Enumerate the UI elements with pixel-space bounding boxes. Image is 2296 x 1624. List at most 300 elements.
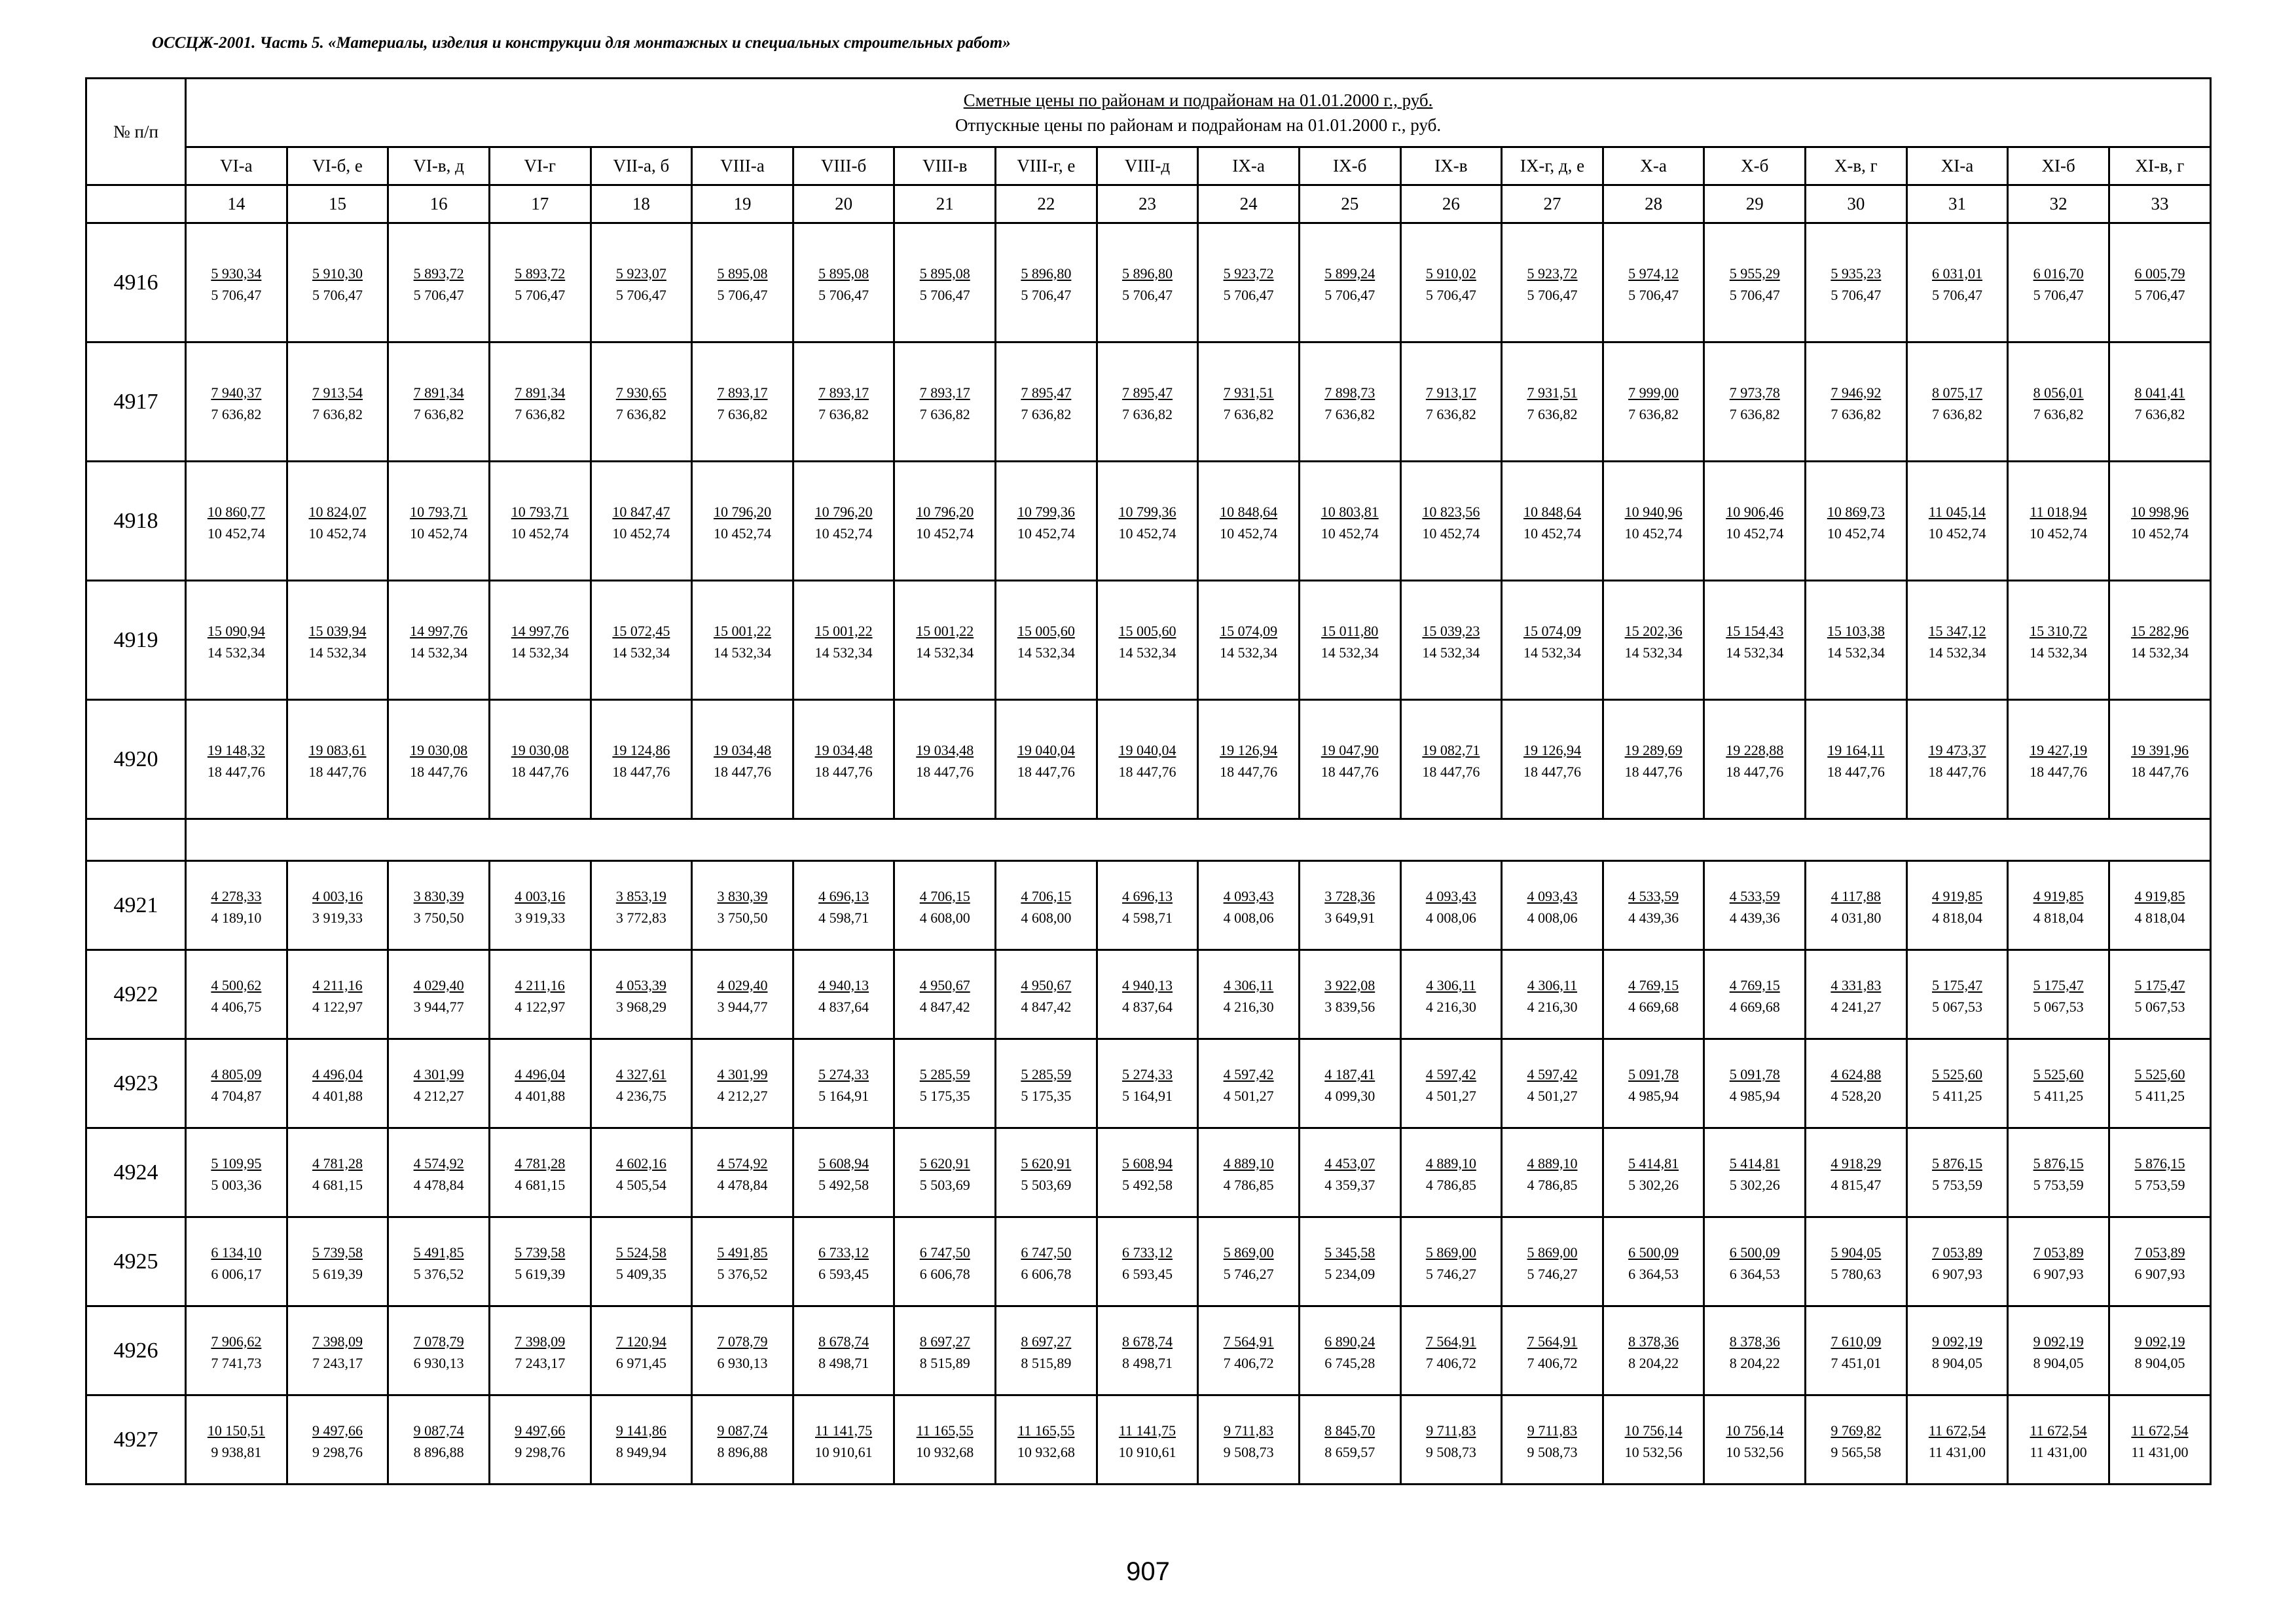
price-cell [1704, 1306, 1806, 1395]
estimated-price: 15 001,22 [713, 622, 771, 639]
estimated-price: 4 533,59 [1729, 887, 1780, 904]
wholesale-price: 8 204,22 [1729, 1354, 1780, 1371]
estimated-price: 11 045,14 [1928, 503, 1986, 520]
estimated-price: 3 830,39 [413, 887, 464, 904]
estimated-price: 15 001,22 [916, 622, 974, 639]
estimated-price: 10 848,64 [1523, 503, 1581, 520]
wholesale-price: 4 837,64 [1121, 998, 1173, 1015]
estimated-price: 4 331,83 [1831, 976, 1882, 993]
estimated-price: 5 930,34 [211, 265, 262, 282]
wholesale-price: 4 837,64 [818, 998, 869, 1015]
estimated-price: 15 310,72 [2030, 622, 2088, 639]
estimated-price: 6 016,70 [2033, 265, 2084, 282]
estimated-price: 7 053,89 [2033, 1244, 2084, 1261]
price-cell [894, 1395, 996, 1485]
wholesale-price: 4 216,30 [1527, 998, 1578, 1015]
estimated-price: 7 891,34 [413, 384, 464, 401]
column-number: 14 [186, 185, 287, 223]
estimated-price: 4 696,13 [818, 887, 869, 904]
estimated-price: 4 919,85 [2033, 887, 2084, 904]
wholesale-price: 18 447,76 [1624, 763, 1683, 780]
wholesale-price: 7 636,82 [1628, 405, 1679, 422]
estimated-price: 8 378,36 [1729, 1333, 1780, 1350]
estimated-price: 3 830,39 [717, 887, 768, 904]
estimated-price: 19 040,04 [1118, 741, 1176, 758]
estimated-price: 6 031,01 [1931, 265, 1982, 282]
price-cell [1097, 950, 1198, 1039]
wholesale-price: 8 896,88 [717, 1443, 768, 1460]
price-cell [1704, 950, 1806, 1039]
wholesale-price: 8 515,89 [919, 1354, 970, 1371]
price-cell [2109, 581, 2210, 700]
estimated-price: 15 072,45 [612, 622, 670, 639]
price-cell [1603, 1217, 1704, 1306]
price-cell [1198, 223, 1300, 342]
estimated-price: 6 733,12 [818, 1244, 869, 1261]
price-cell [1299, 1395, 1400, 1485]
price-cell [1704, 1217, 1806, 1306]
price-cell [2008, 1128, 2109, 1217]
estimated-price: 4 919,85 [2134, 887, 2185, 904]
price-cell [287, 1039, 388, 1128]
wholesale-price: 10 910,61 [814, 1443, 873, 1460]
wholesale-price: 10 452,74 [1118, 525, 1176, 542]
wholesale-price: 4 478,84 [717, 1176, 768, 1193]
estimated-price: 9 497,66 [515, 1422, 566, 1439]
price-cell [1603, 700, 1704, 819]
price-cell [793, 861, 894, 950]
estimated-price: 7 053,89 [1931, 1244, 1982, 1261]
separator-cell [86, 819, 186, 861]
estimated-price: 8 075,17 [1931, 384, 1982, 401]
wholesale-price: 6 907,93 [2033, 1265, 2084, 1282]
wholesale-price: 14 532,34 [511, 644, 569, 661]
estimated-price: 7 999,00 [1628, 384, 1679, 401]
number-column-header: № п/п [86, 79, 186, 185]
wholesale-price: 5 706,47 [515, 286, 566, 303]
price-cell [591, 342, 692, 462]
region-header: IX-в [1400, 147, 1502, 185]
price-cell [1502, 1395, 1603, 1485]
wholesale-price: 7 636,82 [1324, 405, 1376, 422]
price-cell [2109, 700, 2210, 819]
estimated-price: 8 056,01 [2033, 384, 2084, 401]
price-cell [388, 342, 490, 462]
price-cell [692, 950, 793, 1039]
estimated-price: 5 525,60 [2033, 1065, 2084, 1082]
price-cell [1097, 700, 1198, 819]
wholesale-price: 14 532,34 [308, 644, 367, 661]
price-cell [2008, 223, 2109, 342]
estimated-price: 3 853,19 [615, 887, 666, 904]
wholesale-price: 5 175,35 [919, 1087, 970, 1104]
wholesale-price: 4 598,71 [1121, 909, 1173, 926]
estimated-price: 6 005,79 [2134, 265, 2185, 282]
wholesale-price: 14 532,34 [1726, 644, 1784, 661]
estimated-price: 4 003,16 [312, 887, 363, 904]
price-cell [1906, 950, 2008, 1039]
price-cell [1400, 1306, 1502, 1395]
estimated-price: 4 781,28 [515, 1154, 566, 1172]
wholesale-price: 14 532,34 [207, 644, 265, 661]
estimated-price: 19 391,96 [2130, 741, 2189, 758]
estimated-price: 5 175,47 [1931, 976, 1982, 993]
price-cell [489, 462, 591, 581]
wholesale-price: 10 452,74 [1422, 525, 1480, 542]
wholesale-price: 10 452,74 [713, 525, 771, 542]
price-cell [692, 342, 793, 462]
price-cell [1704, 1039, 1806, 1128]
estimated-price: 4 500,62 [211, 976, 262, 993]
wholesale-price: 10 532,56 [1726, 1443, 1784, 1460]
page-number: 907 [1126, 1557, 1170, 1586]
wholesale-price: 4 505,54 [615, 1176, 666, 1193]
wholesale-price: 4 669,68 [1628, 998, 1679, 1015]
estimated-price: 15 202,36 [1624, 622, 1683, 639]
wholesale-price: 18 447,76 [207, 763, 265, 780]
wholesale-price: 14 532,34 [410, 644, 468, 661]
estimated-price: 5 091,78 [1628, 1065, 1679, 1082]
wholesale-price: 5 753,59 [2033, 1176, 2084, 1193]
estimated-price: 19 034,48 [814, 741, 873, 758]
estimated-price: 5 893,72 [413, 265, 464, 282]
price-cell [489, 1128, 591, 1217]
estimated-price: 7 940,37 [211, 384, 262, 401]
wholesale-price: 6 907,93 [2134, 1265, 2185, 1282]
estimated-price: 4 781,28 [312, 1154, 363, 1172]
estimated-price: 9 092,19 [2134, 1333, 2185, 1350]
estimated-price: 5 923,07 [615, 265, 666, 282]
price-cell [1502, 1217, 1603, 1306]
wholesale-price: 10 452,74 [1827, 525, 1885, 542]
estimated-price: 5 899,24 [1324, 265, 1376, 282]
column-number: 23 [1097, 185, 1198, 223]
estimated-price: 7 898,73 [1324, 384, 1376, 401]
price-cell [388, 1217, 490, 1306]
estimated-price: 5 175,47 [2033, 976, 2084, 993]
wholesale-price: 11 431,00 [2131, 1443, 2189, 1460]
price-cell [894, 1217, 996, 1306]
wholesale-price: 14 532,34 [1422, 644, 1480, 661]
wholesale-price: 5 706,47 [1425, 286, 1476, 303]
price-cell [1906, 1395, 2008, 1485]
wholesale-price: 5 780,63 [1831, 1265, 1882, 1282]
price-cell [2008, 581, 2109, 700]
price-cell [1400, 1395, 1502, 1485]
price-cell [186, 700, 287, 819]
wholesale-price: 18 447,76 [1827, 763, 1885, 780]
price-cell [591, 223, 692, 342]
estimated-price: 5 274,33 [1121, 1065, 1173, 1082]
estimated-price: 4 301,99 [717, 1065, 768, 1082]
estimated-price: 7 398,09 [515, 1333, 566, 1350]
price-cell [489, 1306, 591, 1395]
price-cell [1198, 581, 1300, 700]
price-cell [1400, 1128, 1502, 1217]
estimated-price: 10 940,96 [1624, 503, 1683, 520]
estimated-price: 4 940,13 [1121, 976, 1173, 993]
estimated-price: 9 092,19 [2033, 1333, 2084, 1350]
estimated-price: 7 906,62 [211, 1333, 262, 1350]
price-cell [1299, 700, 1400, 819]
estimated-price: 4 306,11 [1224, 976, 1274, 993]
price-cell [894, 462, 996, 581]
price-cell [2008, 950, 2109, 1039]
estimated-price: 4 950,67 [919, 976, 970, 993]
wholesale-price: 5 706,47 [1121, 286, 1173, 303]
wholesale-price: 18 447,76 [511, 763, 569, 780]
wholesale-price: 3 919,33 [515, 909, 566, 926]
wholesale-price: 7 636,82 [818, 405, 869, 422]
price-cell [1906, 1039, 2008, 1128]
estimated-price: 10 793,71 [410, 503, 468, 520]
price-cell [692, 223, 793, 342]
table-row [86, 861, 2211, 950]
table-row [86, 1395, 2211, 1485]
price-cell [692, 462, 793, 581]
wholesale-price: 4 847,42 [1021, 998, 1072, 1015]
table-row [86, 1306, 2211, 1395]
wholesale-price: 5 746,27 [1223, 1265, 1274, 1282]
wholesale-price: 5 706,47 [1223, 286, 1274, 303]
wholesale-price: 8 904,05 [2134, 1354, 2185, 1371]
column-number: 33 [2109, 185, 2210, 223]
price-cell [186, 1039, 287, 1128]
wholesale-price: 4 704,87 [211, 1087, 262, 1104]
estimated-price: 7 564,91 [1425, 1333, 1476, 1350]
price-cell [1603, 581, 1704, 700]
wholesale-price: 4 401,88 [312, 1087, 363, 1104]
wholesale-price: 10 452,74 [511, 525, 569, 542]
price-cell [287, 462, 388, 581]
table-head [86, 79, 2211, 223]
price-cell [1198, 342, 1300, 462]
price-cell [1299, 342, 1400, 462]
item-code: 4922 [86, 950, 186, 1039]
price-cell [996, 861, 1097, 950]
price-cell [388, 581, 490, 700]
price-cell [1704, 861, 1806, 950]
price-cell [489, 700, 591, 819]
estimated-price: 8 378,36 [1628, 1333, 1679, 1350]
price-cell [2109, 1395, 2210, 1485]
estimated-price: 15 074,09 [1523, 622, 1581, 639]
wholesale-price: 6 593,45 [1121, 1265, 1173, 1282]
price-cell [591, 1039, 692, 1128]
estimated-price: 10 796,20 [814, 503, 873, 520]
price-cell [894, 223, 996, 342]
estimated-price: 15 282,96 [2130, 622, 2189, 639]
estimated-price: 10 756,14 [1624, 1422, 1683, 1439]
estimated-price: 19 164,11 [1827, 741, 1885, 758]
price-cell [2008, 861, 2109, 950]
estimated-price: 9 497,66 [312, 1422, 363, 1439]
estimated-price: 4 306,11 [1426, 976, 1476, 993]
price-cell [1603, 462, 1704, 581]
price-cell [186, 1306, 287, 1395]
estimated-price: 5 345,58 [1324, 1244, 1376, 1261]
estimated-price: 4 602,16 [615, 1154, 666, 1172]
price-cell [793, 342, 894, 462]
price-cell [1400, 581, 1502, 700]
wholesale-price: 5 175,35 [1021, 1087, 1072, 1104]
wholesale-price: 10 452,74 [1220, 525, 1278, 542]
wholesale-price: 5 619,39 [515, 1265, 566, 1282]
estimated-price: 10 150,51 [207, 1422, 265, 1439]
wholesale-price: 4 818,04 [2134, 909, 2185, 926]
region-header: X-б [1704, 147, 1806, 185]
wholesale-price: 4 401,88 [515, 1087, 566, 1104]
wholesale-price: 5 067,53 [2033, 998, 2084, 1015]
wholesale-price: 7 406,72 [1425, 1354, 1476, 1371]
price-cell [1097, 1128, 1198, 1217]
price-cell [1400, 342, 1502, 462]
wholesale-price: 5 706,47 [1324, 286, 1376, 303]
price-cell [287, 861, 388, 950]
estimated-price: 5 910,02 [1425, 265, 1476, 282]
price-cell [1603, 1395, 1704, 1485]
wholesale-price: 6 364,53 [1729, 1265, 1780, 1282]
estimated-price: 3 728,36 [1324, 887, 1376, 904]
wholesale-price: 4 359,37 [1324, 1176, 1376, 1193]
estimated-price: 8 697,27 [919, 1333, 970, 1350]
wholesale-price: 5 411,25 [1932, 1087, 1982, 1104]
price-cell [1806, 700, 1907, 819]
wholesale-price: 7 636,82 [2033, 405, 2084, 422]
estimated-price: 10 796,20 [916, 503, 974, 520]
price-cell [2008, 1217, 2109, 1306]
price-cell [1198, 700, 1300, 819]
price-cell [2109, 342, 2210, 462]
table-title-estimated: Сметные цены по районам и подрайонам на 01.01.2000 г., руб. [963, 90, 1433, 110]
price-cell [996, 342, 1097, 462]
column-number: 22 [996, 185, 1097, 223]
item-code: 4917 [86, 342, 186, 462]
wholesale-price: 6 971,45 [615, 1354, 666, 1371]
price-cell [1603, 861, 1704, 950]
estimated-price: 11 672,54 [2030, 1422, 2087, 1439]
wholesale-price: 3 968,29 [615, 998, 666, 1015]
estimated-price: 3 922,08 [1324, 976, 1376, 993]
wholesale-price: 5 753,59 [1931, 1176, 1982, 1193]
wholesale-price: 14 532,34 [1321, 644, 1379, 661]
wholesale-price: 5 619,39 [312, 1265, 363, 1282]
estimated-price: 9 092,19 [1931, 1333, 1982, 1350]
wholesale-price: 10 452,74 [1321, 525, 1379, 542]
estimated-price: 11 141,75 [815, 1422, 873, 1439]
estimated-price: 5 109,95 [211, 1154, 262, 1172]
wholesale-price: 8 896,88 [413, 1443, 464, 1460]
price-cell [894, 581, 996, 700]
estimated-price: 4 918,29 [1831, 1154, 1882, 1172]
wholesale-price: 8 498,71 [1121, 1354, 1173, 1371]
wholesale-price: 5 706,47 [312, 286, 363, 303]
estimated-price: 14 997,76 [511, 622, 569, 639]
wholesale-price: 4 031,80 [1831, 909, 1882, 926]
table-title-wholesale: Отпускные цены по районам и подрайонам на 01.01.2000 г., руб. [955, 115, 1442, 135]
wholesale-price: 7 636,82 [1021, 405, 1072, 422]
price-cell [1906, 1217, 2008, 1306]
price-cell [692, 1217, 793, 1306]
wholesale-price: 7 741,73 [211, 1354, 262, 1371]
wholesale-price: 18 447,76 [1017, 763, 1075, 780]
wholesale-price: 7 636,82 [211, 405, 262, 422]
item-code: 4924 [86, 1128, 186, 1217]
wholesale-price: 14 532,34 [1118, 644, 1176, 661]
price-cell [1400, 462, 1502, 581]
price-cell [1806, 1395, 1907, 1485]
estimated-price: 19 427,19 [2030, 741, 2088, 758]
price-cell [388, 1395, 490, 1485]
estimated-price: 10 906,46 [1726, 503, 1784, 520]
wholesale-price: 14 532,34 [2030, 644, 2088, 661]
wholesale-price: 7 636,82 [1931, 405, 1982, 422]
price-cell [1502, 1039, 1603, 1128]
region-header: VI-г [489, 147, 591, 185]
wholesale-price: 5 492,58 [818, 1176, 869, 1193]
wholesale-price: 5 706,47 [413, 286, 464, 303]
estimated-price: 7 895,47 [1121, 384, 1173, 401]
wholesale-price: 14 532,34 [1523, 644, 1581, 661]
price-cell [2008, 342, 2109, 462]
estimated-price: 6 890,24 [1324, 1333, 1376, 1350]
price-cell [186, 581, 287, 700]
wholesale-price: 4 786,85 [1223, 1176, 1274, 1193]
wholesale-price: 8 515,89 [1021, 1354, 1072, 1371]
estimated-price: 11 141,75 [1118, 1422, 1176, 1439]
wholesale-price: 4 008,06 [1527, 909, 1578, 926]
wholesale-price: 5 706,47 [818, 286, 869, 303]
price-table [85, 77, 2212, 1485]
wholesale-price: 5 706,47 [1021, 286, 1072, 303]
price-cell [996, 1395, 1097, 1485]
price-cell [1906, 342, 2008, 462]
estimated-price: 4 706,15 [1021, 887, 1072, 904]
price-cell [287, 581, 388, 700]
price-cell [1603, 1039, 1704, 1128]
estimated-price: 4 805,09 [211, 1065, 262, 1082]
price-cell [1806, 950, 1907, 1039]
estimated-price: 6 500,09 [1628, 1244, 1679, 1261]
wholesale-price: 4 216,30 [1425, 998, 1476, 1015]
estimated-price: 4 950,67 [1021, 976, 1072, 993]
wholesale-price: 14 532,34 [1220, 644, 1278, 661]
price-cell [186, 1217, 287, 1306]
price-cell [591, 950, 692, 1039]
estimated-price: 10 799,36 [1118, 503, 1176, 520]
wholesale-price: 7 243,17 [515, 1354, 566, 1371]
column-number: 17 [489, 185, 591, 223]
wholesale-price: 14 532,34 [1827, 644, 1885, 661]
estimated-price: 6 134,10 [211, 1244, 262, 1261]
price-cell [591, 861, 692, 950]
price-cell [692, 861, 793, 950]
estimated-price: 4 053,39 [615, 976, 666, 993]
region-header: XI-а [1906, 147, 2008, 185]
price-cell [1502, 342, 1603, 462]
wholesale-price: 6 606,78 [919, 1265, 970, 1282]
table-row [86, 581, 2211, 700]
wholesale-price: 4 818,04 [2033, 909, 2084, 926]
wholesale-price: 10 452,74 [612, 525, 670, 542]
wholesale-price: 9 298,76 [515, 1443, 566, 1460]
estimated-price: 19 126,94 [1220, 741, 1278, 758]
estimated-price: 15 001,22 [814, 622, 873, 639]
price-cell [1906, 1306, 2008, 1395]
wholesale-price: 6 006,17 [211, 1265, 262, 1282]
price-cell [1806, 1306, 1907, 1395]
wholesale-price: 3 750,50 [717, 909, 768, 926]
